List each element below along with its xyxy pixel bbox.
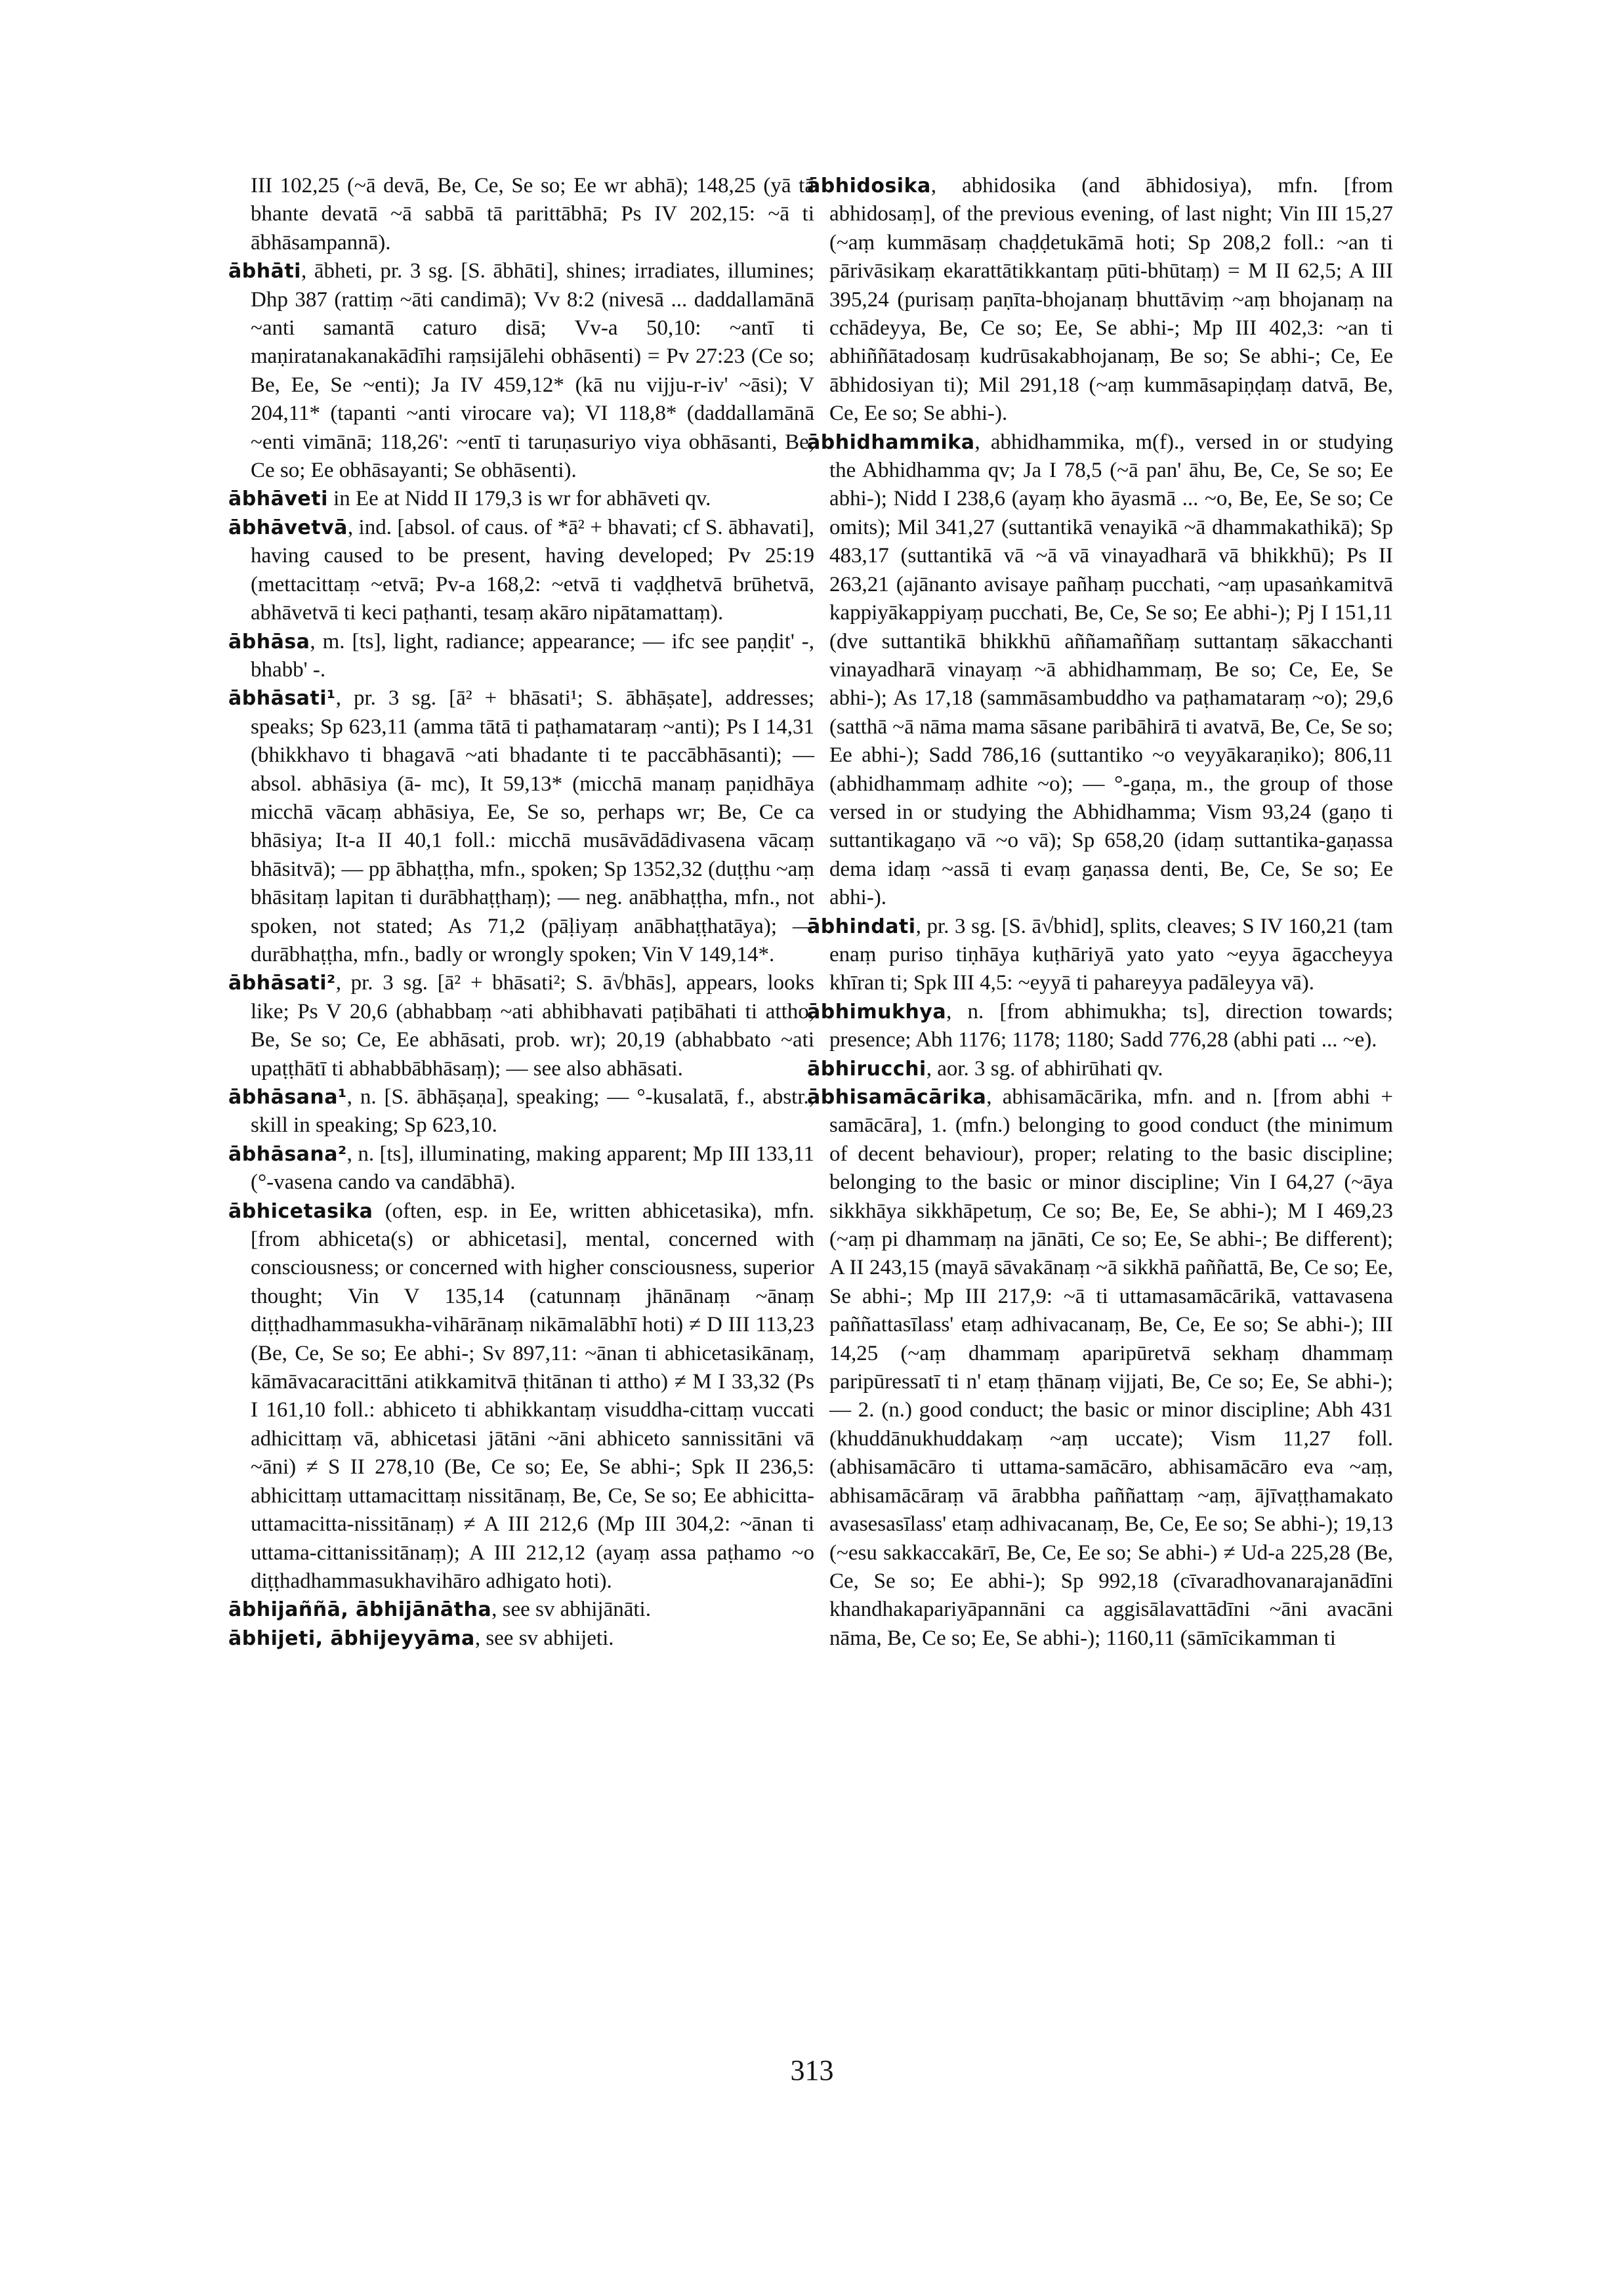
- entry-body: , pr. 3 sg. [ā² + bhāsati²; S. ā√bhās], appears, looks like; Ps V 20,6 (abhabbaṃ ~ati abhibhavati paṭibāhati ti attho, Be, Se so; Ce, Ee abhāsati, prob. wr); 20,19 (abhabbato ~ati upaṭṭhātī ti abhabbābhāsaṃ); — see also abhāsati.: [251, 971, 814, 1081]
- right-column: [807, 172, 1393, 1653]
- dictionary-entry: [228, 1197, 814, 1596]
- dictionary-entry: [228, 628, 814, 685]
- entry-headword: ābhidhammika: [807, 430, 975, 454]
- dictionary-entry: [228, 969, 814, 1083]
- dictionary-entry: [228, 1596, 814, 1624]
- dictionary-entry: [228, 1624, 814, 1653]
- page-number: 313: [790, 2054, 834, 2086]
- entry-headword: ābhāti: [228, 260, 301, 283]
- entry-headword: ābhirucchi: [807, 1057, 927, 1081]
- entry-body: , abhisamācārika, mfn. and n. [from abhi + samācāra], 1. (mfn.) belonging to good conduct (the minimum of decent behaviour), proper; relating to the basic discipline; belonging to the basic or minor discipline; Vin I 64,27 (~āya sikkhāya sikkhāpetuṃ, Ce so; Be, Ee, Se abhi-); M I 469,23 (~aṃ pi dhammaṃ na jānāti, Ce so; Ee, Se abhi-; Be different); A II 243,15 (mayā sāvakānaṃ ~ā sikkhā paññattā, Be, Ce so; Ee, Se abhi-; Mp III 217,9: ~ā ti uttamasamācārikā, vattavasena paññattasīlass' etaṃ adhivacanaṃ, Be, Ce, Ee so; Se abhi-); III 14,25 (~aṃ dhammaṃ aparipūretvā sekhaṃ dhammaṃ paripūressatī ti n' etaṃ ṭhānaṃ vijjati, Be, Ce so; Ee, Se abhi-); — 2. (n.) good conduct; the basic or minor discipline; Abh 431 (khuddānukhuddakaṃ ~aṃ uccate); Vism 11,27 foll. (abhisamācāro ti uttama-samācāro, abhisamācāro eva ~aṃ, abhisamācāraṃ vā ārabbha paññattaṃ ~aṃ, ājīvaṭṭhamakato avasesasīlass' etaṃ adhivacanaṃ, Be, Ce, Ee so; Se abhi-); 19,13 (~esu sakkaccakārī, Be, Ce, Ee so; Se abhi-) ≠ Ud-a 225,28 (Be, Ce, Se so; Ee abhi-); Sp 992,18 (cīvaradhovanarajanādīni khandhakapariyāpannāni ca aggisālavattādīni ~āni avacāni nāma, Be, Ce so; Ee, Se abhi-); 1160,11 (sāmīcikamman ti: [829, 1085, 1393, 1650]
- entry-headword: ābhāvetvā: [228, 516, 348, 539]
- entry-headword: ābhisamācārika: [807, 1086, 987, 1109]
- dictionary-entry: [807, 998, 1393, 1055]
- dictionary-entry: [228, 257, 814, 485]
- entry-body: , aor. 3 sg. of abhirūhati qv.: [926, 1056, 1163, 1081]
- entry-headword: ābhindati: [807, 915, 916, 938]
- dictionary-entry: [228, 485, 814, 513]
- entry-body: , abhidhammika, m(f)., versed in or studying the Abhidhamma qv; Ja I 78,5 (~ā pan' āhu, Be, Ce, Se so; Ee abhi-); Nidd I 238,6 (ayaṃ kho āyasmā ... ~o, Be, Ee, Se so; Ce omits); Mil 341,27 (suttantikā venayikā ~ā dhammakathikā); Sp 483,17 (suttantikā vā ~ā vā vinayadharā vā bhikkhū); Ps II 263,21 (ajānanto avisaye pañhaṃ pucchati, ~aṃ upasaṅkamitvā kappiyākappiyaṃ pucchati, Be, Ce, Se so; Ee abhi-); Pj I 151,11 (dve suttantikā bhikkhū aññamaññaṃ suttantaṃ sākacchanti vinayadharā vinayaṃ ~ā abhidhammaṃ, Be so; Ce, Ee, Se abhi-); As 17,18 (sammāsambuddho va paṭhamataraṃ ~o); 29,6 (satthā ~ā nāma mama sāsane paribāhirā ti avatvā, Be, Ce, Se so; Ee abhi-); Sadd 786,16 (suttantiko ~o veyyākaraṇiko); 806,11 (abhidhammaṃ adhite ~o); — °-gaṇa, m., the group of those versed in or studying the Abhidhamma; Vism 93,24 (gaṇo ti suttantikagaṇo vā ~o vā); Sp 658,20 (idaṃ suttantika-gaṇassa dema idaṃ ~assā ti evaṃ gaṇassa denti, Be, Ce, Se so; Ee abhi-).: [829, 430, 1393, 910]
- entry-headword: ābhidosika: [807, 175, 931, 197]
- entry-headword: ābhāsati²: [228, 972, 336, 995]
- entry-body: , see sv abhijeti.: [474, 1626, 614, 1650]
- entry-body: , n. [S. ābhāṣaṇa], speaking; — °-kusalatā, f., abstr., skill in speaking; Sp 623,10.: [251, 1085, 814, 1138]
- entry-headword: ābhāveti: [228, 487, 328, 511]
- entry-body: , ābheti, pr. 3 sg. [S. ābhāti], shines; irradiates, illumines; Dhp 387 (rattiṃ ~āti candimā); Vv 8:2 (nivesā ... daddallamānā ~anti samantā caturo disā; Vv-a 50,10: ~antī ti maṇiratanakanakādīhi raṃsijālehi obhāsenti) = Pv 27:23 (Ce so; Be, Ee, Se ~enti); Ja IV 459,12* (kā nu vijju-r-iv' ~āsi); V 204,11* (tapanti ~anti virocare va); VI 118,8* (daddallamānā ~enti vimānā; 118,26': ~entī ti taruṇasuriyo viya obhāsanti, Be, Ce so; Ee obhāsayanti; Se obhāsenti).: [251, 259, 814, 483]
- entry-body: , abhidosika (and ābhidosiya), mfn. [from abhidosaṃ], of the previous evening, of last night; Vin III 15,27 (~aṃ kummāsaṃ chaḍḍetukāmā hoti; Sp 208,2 foll.: ~an ti pārivāsikaṃ ekarattātikkantaṃ pūti-bhūtaṃ) = M II 62,5; A III 395,24 (purisaṃ paṇīta-bhojanaṃ bhuttāviṃ ~aṃ bhojanaṃ na cchādeyya, Be, Ce so; Ee, Se abhi-; Mp III 402,3: ~an ti abhiññātadosaṃ kudrūsakabhojanaṃ, Be so; Se abhi-; Ce, Ee ābhidosiyan ti); Mil 291,18 (~aṃ kummāsapiṇḍaṃ datvā, Be, Ce, Ee so; Se abhi-).: [829, 174, 1393, 426]
- dictionary-entry: [228, 172, 814, 257]
- entry-body: , see sv abhijānāti.: [491, 1598, 651, 1622]
- left-column: [228, 172, 814, 1653]
- entry-headword: ābhijaññā, ābhijānātha: [228, 1598, 492, 1622]
- entry-body: , pr. 3 sg. [ā² + bhāsati¹; S. ābhāṣate], addresses; speaks; Sp 623,11 (amma tātā ti paṭhamataraṃ ~anti); Ps I 14,31 (bhikkhavo ti bhagavā ~ati bhadante ti te paccābhāsanti); — absol. abhāsiya (ā- mc), It 59,13* (micchā manaṃ paṇidhāya micchā vācaṃ abhāsiya, Ee, Se so, perhaps wr; Be, Ce ca bhāsiya; It-a II 40,1 foll.: micchā musāvādādivasena vācaṃ bhāsitvā); — pp ābhaṭṭha, mfn., spoken; Sp 1352,32 (duṭṭhu ~aṃ bhāsitaṃ lapitan ti durābhaṭṭhaṃ); — neg. anābhaṭṭha, mfn., not spoken, not stated; As 71,2 (pāḷiyaṃ anābhaṭṭhatāya); — durābhaṭṭha, mfn., badly or wrongly spoken; Vin V 149,14*.: [251, 686, 814, 966]
- entry-body: , n. [from abhimukha; ts], direction towards; presence; Abh 1176; 1178; 1180; Sadd 776,28 (abhi pati ... ~e).: [829, 999, 1393, 1052]
- dictionary-entry: [807, 913, 1393, 998]
- entry-body: , pr. 3 sg. [S. ā√bhid], splits, cleaves; S IV 160,21 (tam enaṃ puriso tiṇhāya kuṭhāriyā yato yato ~eyya āgaccheyya khīran ti; Spk III 4,5: ~eyyā ti pahareyya padāleyya vā).: [829, 914, 1393, 995]
- entry-body: , m. [ts], light, radiance; appearance; — ifc see paṇḍit' -, bhabb' -.: [251, 629, 814, 682]
- entry-headword: ābhāsana¹: [228, 1086, 347, 1109]
- dictionary-entry: [228, 514, 814, 628]
- dictionary-entry: [228, 1140, 814, 1197]
- dictionary-entry: [228, 684, 814, 969]
- entry-headword: ābhāsana²: [228, 1142, 347, 1166]
- dictionary-entry: [807, 1055, 1393, 1083]
- entry-body: , ind. [absol. of caus. of *ā² + bhavati; cf S. ābhavati], having caused to be present, having developed; Pv 25:19 (mettacittaṃ ~etvā; Pv-a 168,2: ~etvā ti vaḍḍhetvā brūhetvā, abhāvetvā ti keci paṭhanti, tesaṃ akāro nipātamattaṃ).: [251, 515, 814, 625]
- entry-body: in Ee at Nidd II 179,3 is wr for abhāveti qv.: [327, 487, 711, 511]
- dictionary-entry: [807, 172, 1393, 428]
- entry-body: III 102,25 (~ā devā, Be, Ce, Se so; Ee wr abhā); 148,25 (yā tā bhante devatā ~ā sabbā tā parittābhā; Ps IV 202,15: ~ā ti ābhāsampannā).: [251, 174, 814, 255]
- entry-body: , n. [ts], illuminating, making apparent; Mp III 133,11 (°-vasena cando va candābhā).: [251, 1142, 814, 1195]
- dictionary-entry: [228, 1083, 814, 1140]
- entry-headword: ābhimukhya: [807, 1000, 947, 1023]
- entry-headword: ābhāsati¹: [228, 687, 336, 711]
- entry-body: (often, esp. in Ee, written abhicetasika), mfn. [from abhiceta(s) or abhicetasi], mental, concerned with consciousness; or concerned with higher consciousness, superior thought; Vin V 135,14 (catunnaṃ jhānānaṃ ~ānaṃ diṭṭhadhammasukha-vihārānaṃ nikāmalābhī hoti) ≠ D III 113,23 (Be, Ce, Se so; Ee abhi-; Sv 897,11: ~ānan ti abhicetasikānaṃ, kāmāvacaracittāni atikkamitvā ṭhitānan ti attho) ≠ M I 33,32 (Ps I 161,10 foll.: abhiceto ti abhikkantaṃ visuddha-cittaṃ vuccati adhicittaṃ vā, abhicetasi jātāni ~āni abhiceto sannissitāni vā ~āni) ≠ S II 278,10 (Be, Ce so; Ee, Se abhi-; Spk II 236,5: abhicittaṃ uttamacittaṃ nissitānaṃ, Be, Ce, Se so; Ee abhicitta-uttamacitta-nissitānaṃ) ≠ A III 212,6 (Mp III 304,2: ~ānan ti uttama-cittanissitānaṃ); A III 212,12 (ayaṃ assa paṭhamo ~o diṭṭhadhammasukhavihāro adhigato hoti).: [251, 1199, 814, 1593]
- dictionary-entry: [807, 1083, 1393, 1653]
- dictionary-entry: [807, 428, 1393, 913]
- entry-headword: ābhicetasika: [228, 1199, 373, 1223]
- entry-headword: ābhāsa: [228, 630, 310, 653]
- entry-headword: ābhijeti, ābhijeyyāma: [228, 1626, 475, 1650]
